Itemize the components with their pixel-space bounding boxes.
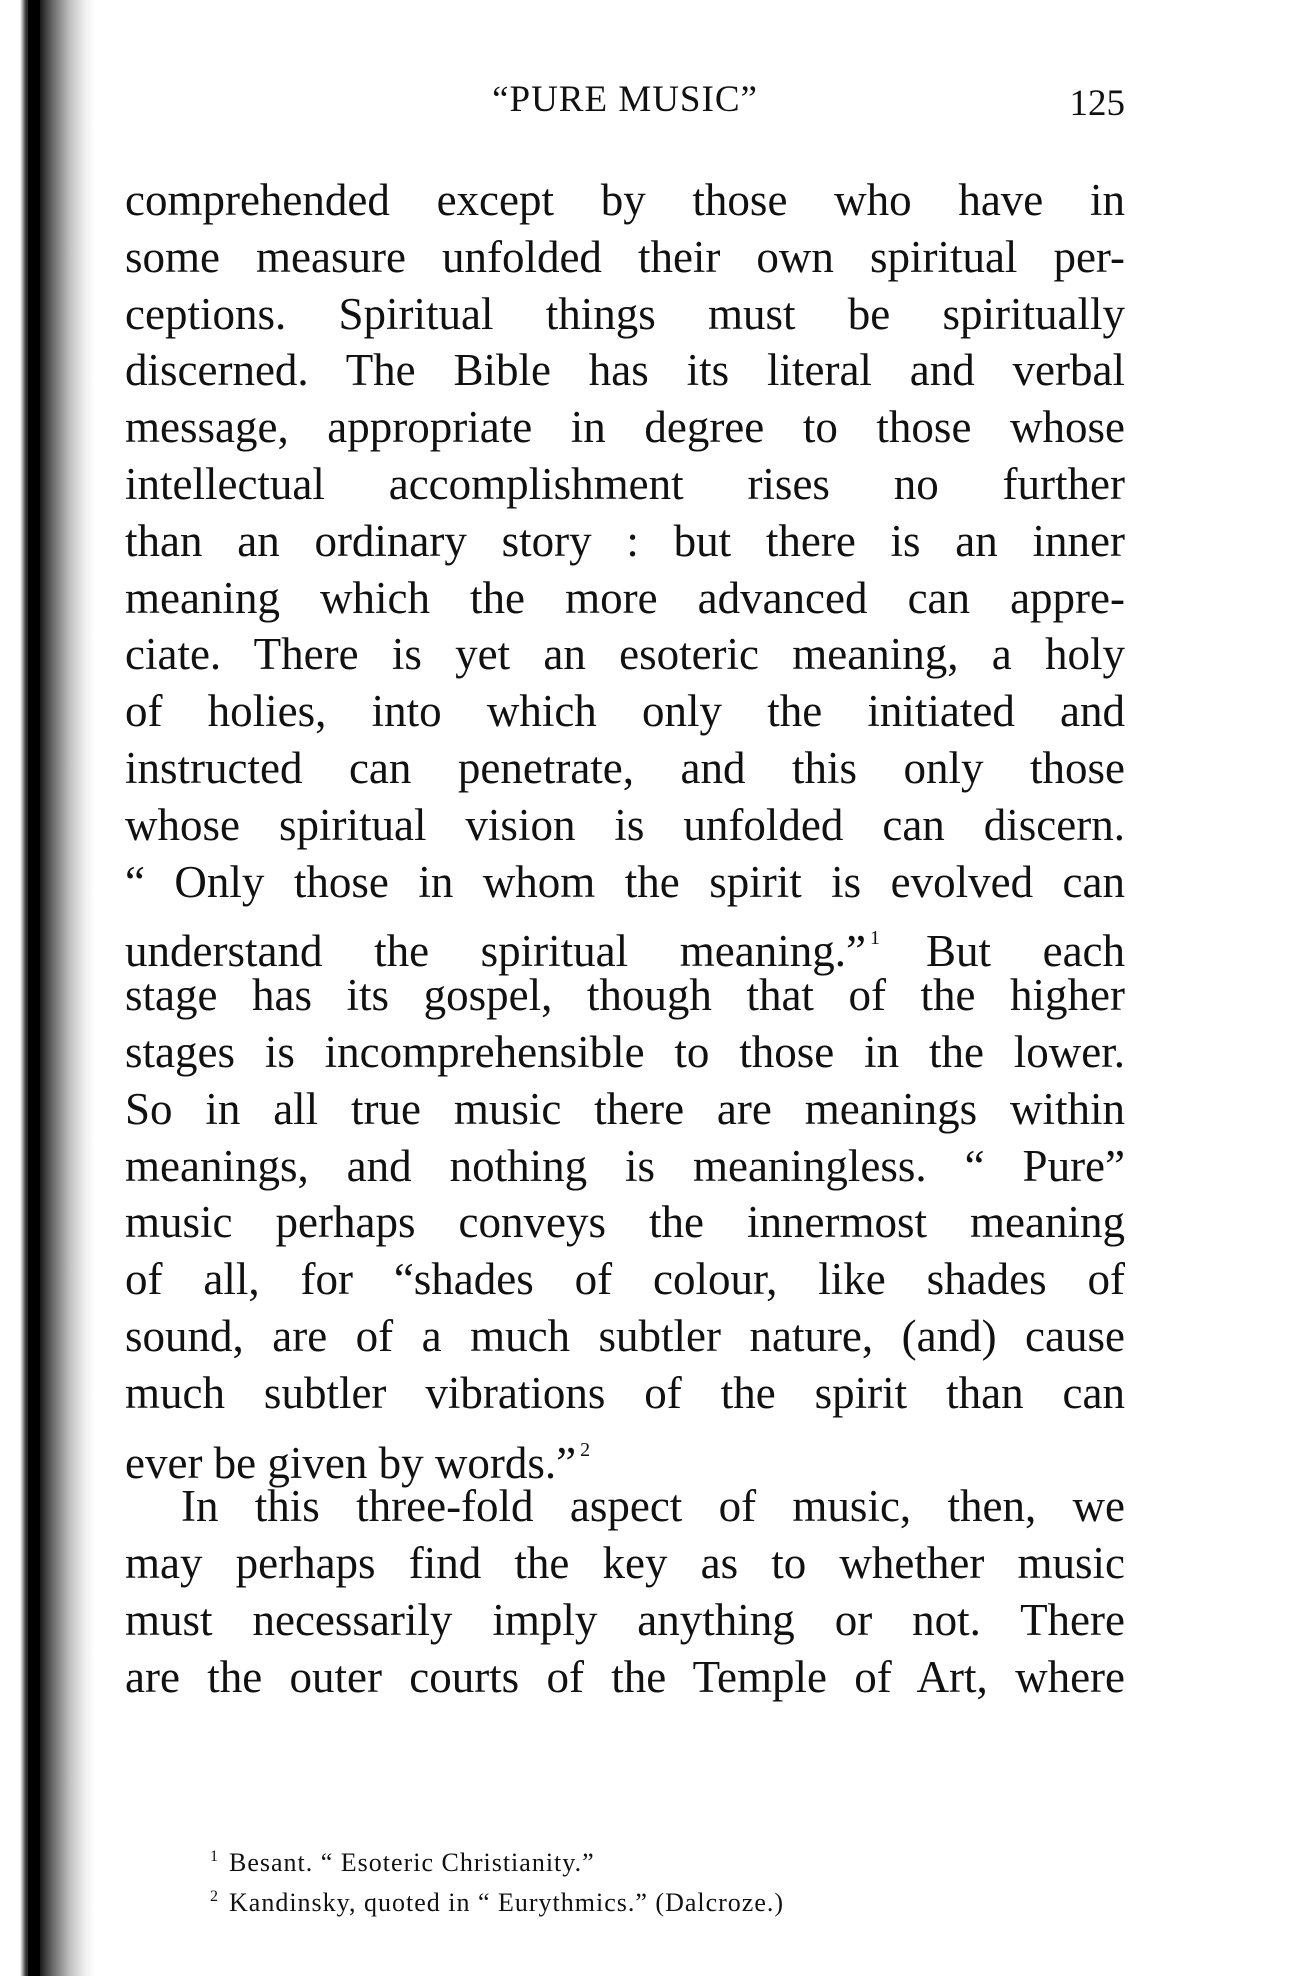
text-line: So in all true music there are meanings within: [125, 1083, 1125, 1134]
text-line-part: But each: [925, 926, 1126, 977]
text-line: instructed can penetrate, and this only those: [125, 742, 1125, 793]
text-line-part: ever be given by words.”: [125, 1437, 577, 1488]
text-line: may perhaps find the key as to whether music: [125, 1538, 1125, 1589]
text-line: “ Only those in whom the spirit is evolved can: [125, 856, 1125, 907]
text-line: some measure unfolded their own spiritual per-: [125, 231, 1125, 282]
footnote-text: Kandinsky, quoted in “ Eurythmics.” (Dalcroze.): [229, 1888, 785, 1917]
text-line: much subtler vibrations of the spirit than can: [125, 1367, 1125, 1418]
book-spine-edge: [28, 0, 40, 1976]
text-line: stage has its gospel, though that of the higher: [125, 970, 1125, 1021]
text-line: must necessarily imply anything or not. There: [125, 1594, 1125, 1645]
text-line: than an ordinary story : but there is an inner: [125, 515, 1125, 566]
footnote-1: [210, 1840, 1110, 1880]
paragraph-start-line: In this three-fold aspect of music, then, we: [181, 1481, 1125, 1532]
text-line: meaning which the more advanced can appre-: [125, 572, 1125, 623]
text-line: sound, are of a much subtler nature, (and) cause: [125, 1310, 1125, 1361]
book-spine-shadow: [0, 0, 95, 1976]
text-line: meanings, and nothing is meaningless. “ Pure”: [125, 1140, 1125, 1191]
footnote-ref-2: 2: [580, 1438, 591, 1461]
text-line: of holies, into which only the initiated and: [125, 686, 1125, 737]
text-line-with-ref: [125, 910, 1126, 977]
text-line-with-ref: [125, 1422, 1125, 1488]
footnote-mark: 2: [210, 1888, 219, 1905]
text-line: are the outer courts of the Temple of Art, where: [125, 1651, 1125, 1702]
text-line: discerned. The Bible has its literal and verbal: [125, 345, 1125, 396]
text-line: music perhaps conveys the innermost meaning: [125, 1197, 1125, 1248]
page-number: 125: [1069, 83, 1125, 124]
text-line-part: understand the spiritual meaning.”: [125, 926, 866, 977]
footnotes: [210, 1840, 1110, 1920]
text-line: intellectual accomplishment rises no further: [125, 458, 1125, 509]
footnote-mark: 1: [210, 1848, 219, 1865]
footnote-text: Besant. “ Esoteric Christianity.”: [229, 1848, 595, 1877]
text-line: comprehended except by those who have in: [125, 175, 1125, 225]
footnote-ref-1: 1: [869, 927, 880, 950]
text-line: ceptions. Spiritual things must be spiritually: [125, 288, 1125, 339]
text-line: stages is incomprehensible to those in the lower.: [125, 1026, 1125, 1077]
text-line: ciate. There is yet an esoteric meaning, a holy: [125, 629, 1125, 680]
text-line: whose spiritual vision is unfolded can discern.: [125, 799, 1125, 850]
text-line: of all, for “shades of colour, like shades of: [125, 1254, 1125, 1305]
footnote-2: [210, 1880, 1110, 1920]
running-title: “PURE MUSIC”: [492, 79, 758, 120]
text-line: message, appropriate in degree to those whose: [125, 402, 1125, 453]
page-header: [125, 72, 1125, 132]
body-text: [125, 172, 1125, 1706]
